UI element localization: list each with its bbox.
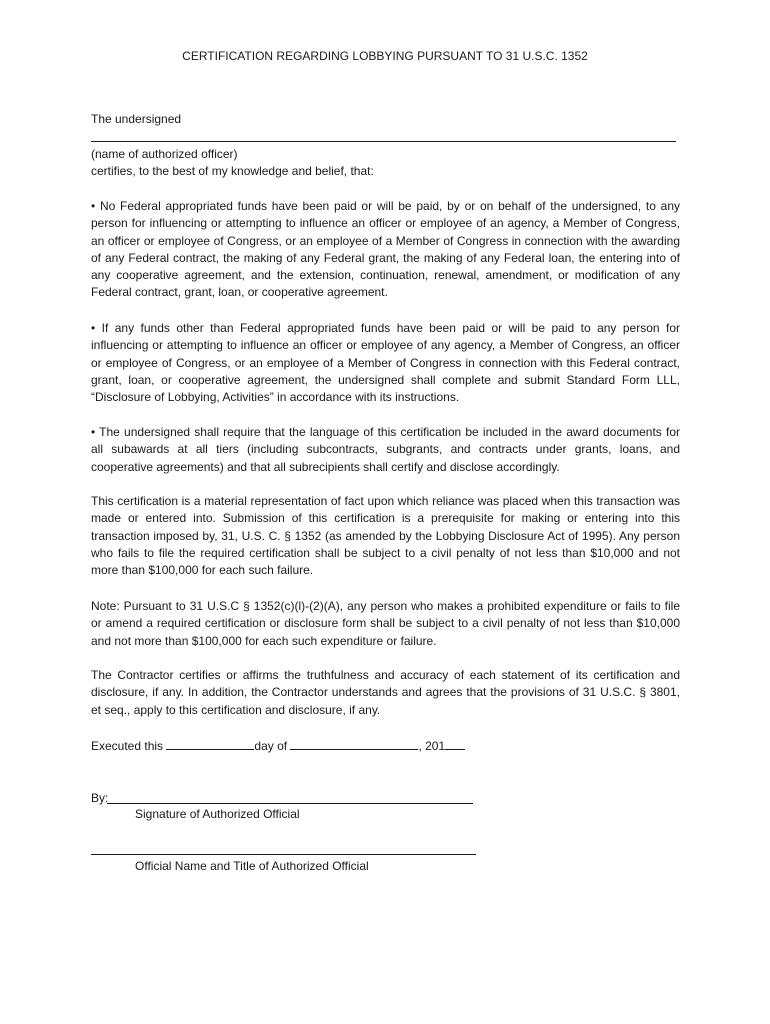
executed-month-field[interactable] xyxy=(290,737,418,750)
bullet-federal-funds: • No Federal appropriated funds have been paid or will be paid, by or on behalf of the undersigned, to any person for influencing or attempting to influence an officer or employee of an agency, a Member of Congress, an officer or employee of Congress, or an employee of a Member of Congress in connection with the awarding of any Federal contract, the making of any Federal grant, the making of any Federal loan, the entering into of any cooperative agreement, and the extension, continuation, renewal, amendment, or modification of any Federal contract, grant, loan, or cooperative agreement. xyxy=(91,199,680,300)
officer-name-line[interactable] xyxy=(91,141,676,142)
officer-label: (name of authorized officer) xyxy=(91,147,238,161)
bullet-other-funds: • If any funds other than Federal appropriated funds have been paid or will be paid to any person for influencing or attempting to influence an officer or employee of any agency, a Member of Congress, an officer or employee of Congress, or an employee of a Member of Congress in connection with this Federal contract, grant, loan, or cooperative agreement, the undersigned shall complete and submit Standard Form LLL, “Disclosure of Lobbying, Activities” in accordance with its instructions. xyxy=(91,321,680,405)
signature-line[interactable] xyxy=(107,803,473,804)
certifies-text: certifies, to the best of my knowledge and belief, that: xyxy=(91,164,374,178)
undersigned-label: The undersigned xyxy=(91,112,182,126)
executed-year-prefix: , 201 xyxy=(418,739,446,753)
signature-label: Signature of Authorized Official xyxy=(135,807,300,821)
bullet-subawards: • The undersigned shall require that the language of this certification be included in the award documents for all subawards at all tiers (including subcontracts, subgrants, and contracts under grants, loans, and cooperative agreements) and that all subrecipients shall certify and disclose accordingly. xyxy=(91,425,680,474)
paragraph-note: Note: Pursuant to 31 U.S.C § 1352(c)(l)-(2)(A), any person who makes a prohibited expenditure or fails to file or amend a required certification or disclosure form shall be subject to a civil penalty of not less than $10,000 and not more than $100,000 for each such expenditure or failure. xyxy=(91,599,680,648)
name-title-label: Official Name and Title of Authorized Official xyxy=(135,859,369,873)
paragraph-material-representation: This certification is a material representation of fact upon which reliance was placed when this transaction was made or entered into. Submission of this certification is a prerequisite for making or entering into this transaction imposed by, 31, U.S. C. § 1352 (as amended by the Lobbying Disclosure Act of 1995). Any person who fails to file the required certification shall be subject to a civil penalty of not less than $10,000 and not more than $100,000 for each such failure. xyxy=(91,494,680,578)
executed-day-field[interactable] xyxy=(166,737,254,750)
executed-year-field[interactable] xyxy=(445,737,465,750)
by-label: By: xyxy=(91,791,109,805)
executed-day-of: day of xyxy=(254,739,288,753)
paragraph-contractor: The Contractor certifies or affirms the truthfulness and accuracy of each statement of its certification and disclosure, if any. In addition, the Contractor understands and agrees that the provisions of 31 U.S.C. § 3801, et seq., apply to this certification and disclosure, if any. xyxy=(91,668,680,717)
document-title: CERTIFICATION REGARDING LOBBYING PURSUANT TO 31 U.S.C. 1352 xyxy=(182,49,588,63)
executed-line xyxy=(91,737,680,755)
executed-prefix: Executed this xyxy=(91,739,164,753)
name-title-line[interactable] xyxy=(91,854,476,855)
